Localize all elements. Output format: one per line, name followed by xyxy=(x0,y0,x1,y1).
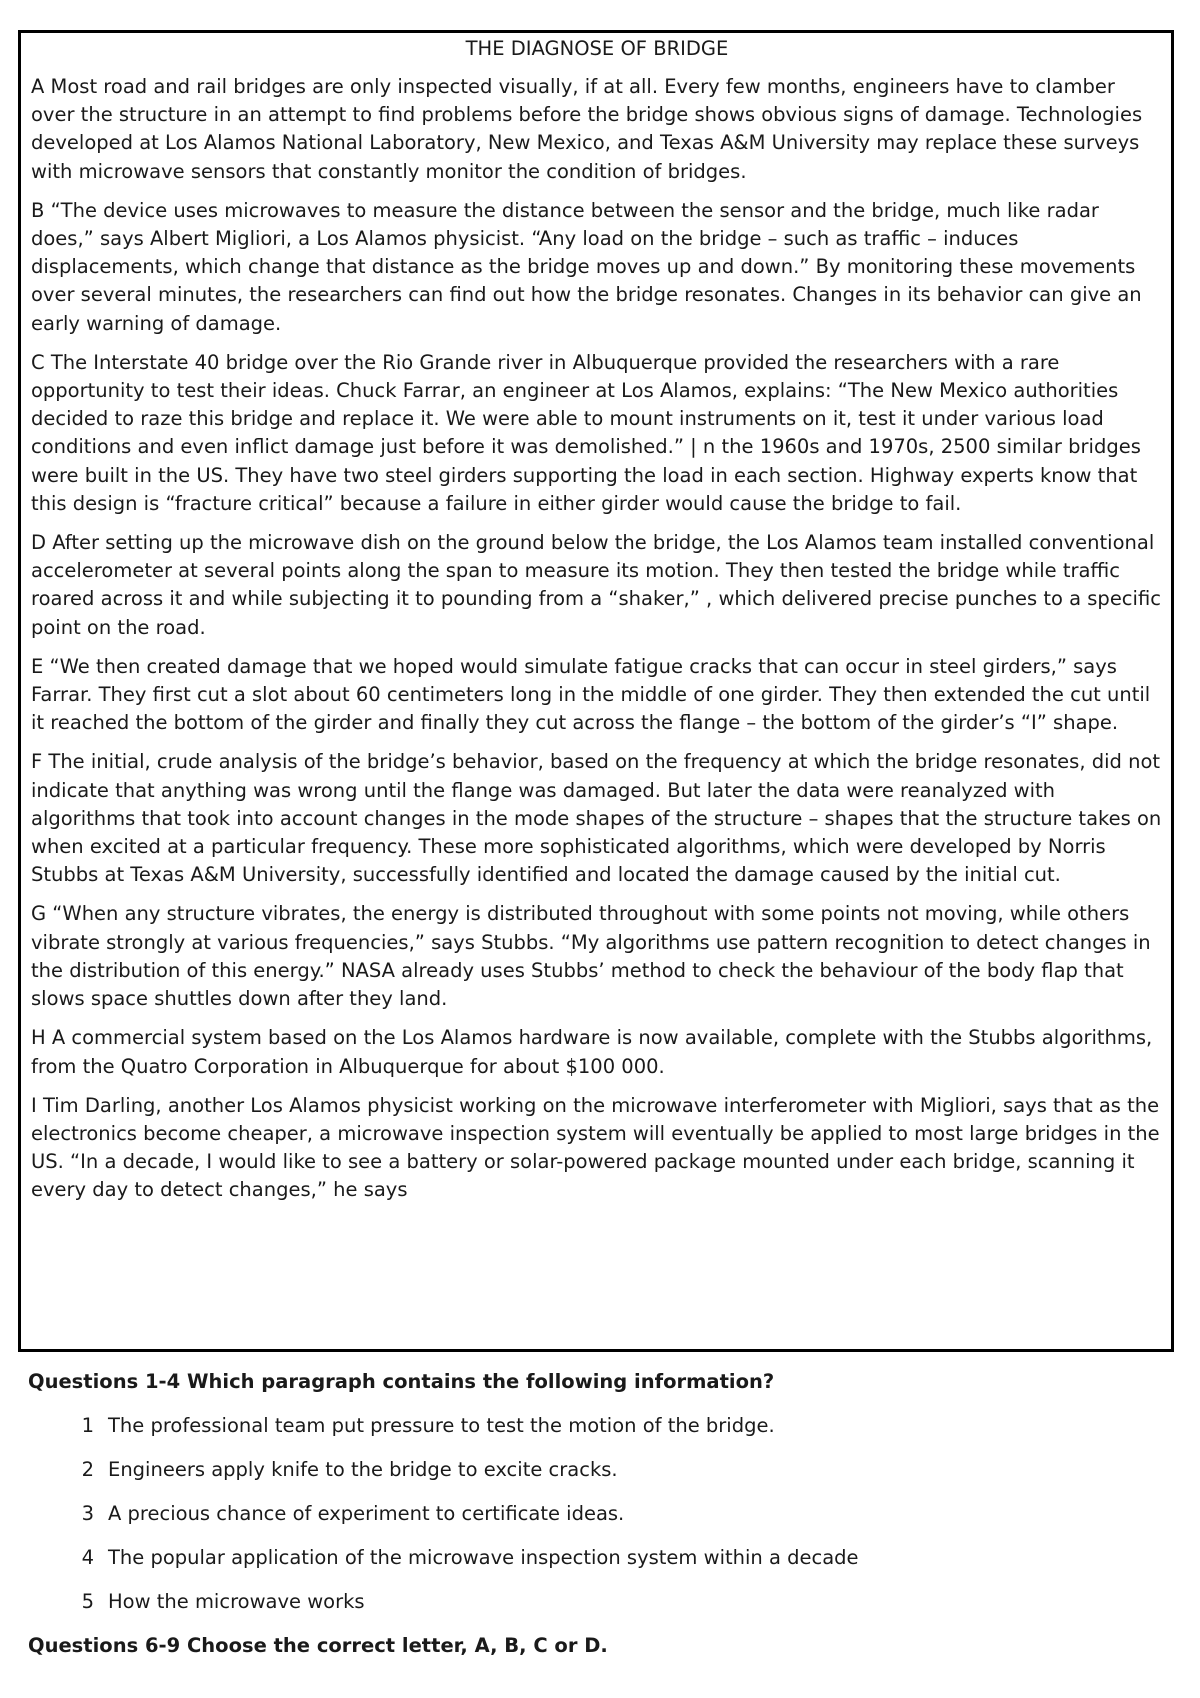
question-number: 2 xyxy=(81,1458,94,1481)
paragraph-d: D After setting up the microwave dish on the ground below the bridge, the Los Alamos team installed conventional accelerometer at several points along the span to measure its motion. They then tested the bridge while traffic roared across it and while subjecting it to pounding from a “shaker,” , which delivered precise punches to a specific point on the road. xyxy=(31,531,1161,639)
question-text: A precious chance of experiment to certificate ideas. xyxy=(108,1502,625,1525)
question-text: How the microwave works xyxy=(108,1590,365,1613)
questions-6-9-heading: Questions 6-9 Choose the correct letter, A, B, C or D. xyxy=(28,1634,608,1657)
question-list xyxy=(28,1412,1178,1616)
question-text: The professional team put pressure to test the motion of the bridge. xyxy=(108,1414,775,1437)
paragraph-g: G “When any structure vibrates, the energy is distributed throughout with some points not moving, while others vibrate strongly at various frequencies,” says Stubbs. “My algorithms use pattern recognition to detect changes in the distribution of this energy.” NASA already uses Stubbs’ method to check the behaviour of the body flap that slows space shuttles down after they land. xyxy=(31,902,1151,1011)
question-text: Engineers apply knife to the bridge to excite cracks. xyxy=(108,1458,618,1481)
question-number: 1 xyxy=(81,1414,94,1437)
paragraph-f: F The initial, crude analysis of the bridge’s behavior, based on the frequency at which the bridge resonates, did not indicate that anything was wrong until the flange was damaged. But later the data were reanalyzed with algorithms that took into account changes in the mode shapes of the structure – shapes that the structure takes on when excited at a particular frequency. These more sophisticated algorithms, which were developed by Norris Stubbs at Texas A&M University, successfully identified and located the damage caused by the initial cut. xyxy=(31,750,1162,887)
reading-passage xyxy=(18,30,1174,1352)
passage-title: THE DIAGNOSE OF BRIDGE xyxy=(465,37,729,60)
question-number: 5 xyxy=(81,1590,94,1613)
paragraph-e: E “We then created damage that we hoped would simulate fatigue cracks that can occur in steel girders,” says Farrar. They first cut a slot about 60 centimeters long in the middle of one girder. They then extended the cut until it reached the bottom of the girder and finally they cut across the flange – the bottom of the girder’s “I” shape. xyxy=(31,654,1151,735)
questions-1-4-heading: Questions 1-4 Which paragraph contains the following information? xyxy=(28,1370,775,1393)
paragraph-b: B “The device uses microwaves to measure the distance between the sensor and the bridge, much like radar does,” says Albert Migliori, a Los Alamos physicist. “Any load on the bridge – such as traffic – induces displacements, which change that distance as the bridge moves up and down.” By monitoring these movements over several minutes, the researchers can find out how the bridge resonates. Changes in its behavior can give an early warning of damage. xyxy=(31,198,1142,335)
question-item xyxy=(28,1588,1178,1616)
paragraph-a: A Most road and rail bridges are only inspected visually, if at all. Every few months, engineers have to clamber over the structure in an attempt to find problems before the bridge shows obvious signs of damage. Technologies developed at Los Alamos National Laboratory, New Mexico, and Texas A&M University may replace these surveys with microwave sensors that constantly monitor the condition of bridges. xyxy=(31,75,1143,183)
paragraph-h: H A commercial system based on the Los Alamos hardware is now available, complete with the Stubbs algorithms, from the Quatro Corporation in Albuquerque for about $100 000. xyxy=(31,1026,1153,1078)
question-item xyxy=(28,1544,1178,1572)
paragraph-i: I Tim Darling, another Los Alamos physicist working on the microwave interferometer with Migliori, says that as the electronics become cheaper, a microwave inspection system will eventually be applied to most large bridges in the US. “In a decade, I would like to see a battery or solar-powered package mounted under each bridge, scanning it every day to detect changes,” he says xyxy=(31,1093,1160,1202)
questions-section xyxy=(28,1368,1178,1676)
question-item xyxy=(28,1456,1178,1484)
question-number: 3 xyxy=(81,1502,94,1525)
question-item xyxy=(28,1412,1178,1440)
question-text: The popular application of the microwave inspection system within a decade xyxy=(108,1546,859,1569)
question-number: 4 xyxy=(81,1546,94,1569)
question-item xyxy=(28,1500,1178,1528)
paragraph-c: C The Interstate 40 bridge over the Rio Grande river in Albuquerque provided the researchers with a rare opportunity to test their ideas. Chuck Farrar, an engineer at Los Alamos, explains: “The New Mexico authorities decided to raze this bridge and replace it. We were able to mount instruments on it, test it under various load conditions and even inflict damage just before it was demolished.” | n the 1960s and 1970s, 2500 similar bridges were built in the US. They have two steel girders supporting the load in each section. Highway experts know that this design is “fracture critical” because a failure in either girder would cause the bridge to fail. xyxy=(31,350,1141,515)
